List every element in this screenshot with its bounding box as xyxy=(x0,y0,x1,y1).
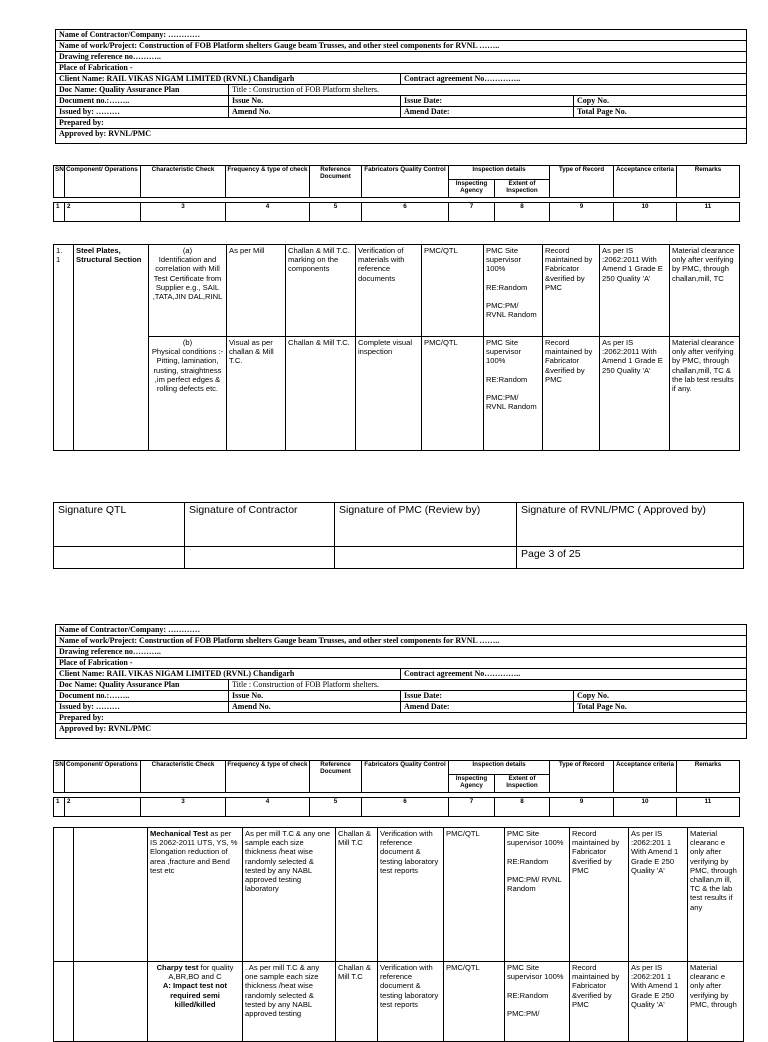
doc-name: Doc Name: Quality Assurance Plan xyxy=(56,680,229,691)
col-number: 10 xyxy=(614,798,677,817)
issued-by: Issued by: ……… xyxy=(56,107,229,118)
freq-cell: Visual as per challan & Mill T.C. xyxy=(227,337,286,451)
contract-agreement: Contract agreement No………….. xyxy=(401,74,747,85)
signature-pmc: Signature of PMC (Review by) xyxy=(335,503,517,547)
col-agency: Inspecting Agency xyxy=(449,775,495,793)
col-frequency: Frequency & type of check xyxy=(226,166,310,198)
total-page: Total Page No. xyxy=(574,107,747,118)
col-record: Type of Record xyxy=(550,761,614,793)
col-fabricators: Fabricators Quality Control xyxy=(362,166,449,198)
approved-by: Approved by: RVNL/PMC xyxy=(56,129,747,144)
client-name: Client Name: RAIL VIKAS NIGAM LIMITED (RVNL) Chandigarh xyxy=(56,74,401,85)
copy-no: Copy No. xyxy=(574,691,747,702)
col-number: 1 xyxy=(54,203,65,222)
col-acceptance: Acceptance criteria xyxy=(614,166,677,198)
col-number: 5 xyxy=(310,203,362,222)
contractor-name: Name of Contractor/Company: ………… xyxy=(56,625,747,636)
contract-agreement: Contract agreement No………….. xyxy=(401,669,747,680)
signature-contractor: Signature of Contractor xyxy=(185,503,335,547)
issue-date: Issue Date: xyxy=(401,96,574,107)
total-page: Total Page No. xyxy=(574,702,747,713)
ref-cell: Challan & Mill T.C xyxy=(336,828,378,962)
col-number: 6 xyxy=(362,798,449,817)
column-header-table-1 xyxy=(53,165,740,198)
record-cell: Record maintained by Fabricator &verified by PMC xyxy=(570,828,629,962)
column-number-row-2 xyxy=(53,797,740,817)
col-fabricators: Fabricators Quality Control xyxy=(362,761,449,793)
fab-cell: Complete visual inspection xyxy=(356,337,422,451)
col-number: 11 xyxy=(677,203,740,222)
col-extent: Extent of Inspection xyxy=(495,180,550,198)
ref-cell: Challan & Mill T.C xyxy=(336,962,378,1042)
remarks-cell: Material clearance only after verifying by PMC, through challan,mill, TC xyxy=(670,245,740,337)
col-number: 8 xyxy=(495,798,550,817)
amend-date: Amend Date: xyxy=(401,107,574,118)
signature-blank xyxy=(185,547,335,569)
copy-no: Copy No. xyxy=(574,96,747,107)
record-cell: Record maintained by Fabricator &verified by PMC xyxy=(543,337,600,451)
col-number: 9 xyxy=(550,798,614,817)
sn-cell xyxy=(54,828,74,962)
agency-cell: PMC/QTL xyxy=(444,828,505,962)
acceptance-cell: As per IS :2062:2011 With Amend 1 Grade E 250 Quality 'A' xyxy=(600,245,670,337)
freq-cell: . As per mill T.C & any one sample each size thickness /heat wise randomly selected & tested by any NABL approved testing xyxy=(243,962,336,1042)
document-no: Document no.:…….. xyxy=(56,691,229,702)
col-number: 11 xyxy=(677,798,740,817)
doc-title: Title : Construction of FOB Platform shelters. xyxy=(229,85,747,96)
agency-cell: PMC/QTL xyxy=(444,962,505,1042)
fab-cell: Verification with reference document & testing laboratory test reports xyxy=(378,828,444,962)
table-row xyxy=(54,828,744,962)
ref-cell: Challan & Mill T.C. marking on the components xyxy=(286,245,356,337)
header-table-1 xyxy=(55,29,747,144)
acceptance-cell: As per IS :2062:201 1 With Amend 1 Grade E 250 Quality 'A' xyxy=(629,962,688,1042)
col-extent: Extent of Inspection xyxy=(495,775,550,793)
remarks-cell: Material clearanc e only after verifying by PMC, through challan,m ill, TC & the lab test results if any xyxy=(688,828,744,962)
col-number: 2 xyxy=(65,203,141,222)
col-remarks: Remarks xyxy=(677,761,740,793)
record-cell: Record maintained by Fabricator &verified by PMC xyxy=(543,245,600,337)
acceptance-cell: As per IS :2062:201 1 With Amend 1 Grade E 250 Quality 'A' xyxy=(629,828,688,962)
qap-body-table-1 xyxy=(53,244,740,451)
place-of-fabrication: Place of Fabrication - xyxy=(56,63,747,74)
signature-rvnl: Signature of RVNL/PMC ( Approved by) xyxy=(517,503,744,547)
component-cell xyxy=(74,828,148,962)
col-number: 3 xyxy=(141,203,226,222)
check-cell: (a) Identification and correlation with Mill Test Certificate from Supplier e.g., SAIL ,TATA,JIN DAL,RINL xyxy=(149,245,227,337)
component-cell xyxy=(74,962,148,1042)
col-reference: Reference Document xyxy=(310,166,362,198)
document-no: Document no.:…….. xyxy=(56,96,229,107)
table-row xyxy=(54,962,744,1042)
prepared-by: Prepared by: xyxy=(56,118,747,129)
col-number: 4 xyxy=(226,203,310,222)
amend-no: Amend No. xyxy=(229,107,401,118)
col-number: 10 xyxy=(614,203,677,222)
issue-date: Issue Date: xyxy=(401,691,574,702)
col-inspection-details: Inspection details xyxy=(449,761,550,775)
amend-no: Amend No. xyxy=(229,702,401,713)
component-cell: Steel Plates, Structural Section xyxy=(74,245,149,451)
drawing-reference: Drawing reference no……….. xyxy=(56,647,747,658)
column-number-row-1 xyxy=(53,202,740,222)
column-header-table-2 xyxy=(53,760,740,793)
sn-cell: 1. 1 xyxy=(54,245,74,451)
doc-title: Title : Construction of FOB Platform shelters. xyxy=(229,680,747,691)
contractor-name: Name of Contractor/Company: ………… xyxy=(56,30,747,41)
prepared-by: Prepared by: xyxy=(56,713,747,724)
col-remarks: Remarks xyxy=(677,166,740,198)
col-number: 6 xyxy=(362,203,449,222)
issue-no: Issue No. xyxy=(229,691,401,702)
table-row xyxy=(54,337,740,451)
signature-blank xyxy=(54,547,185,569)
work-name: Name of work/Project: Construction of FOB Platform shelters Gauge beam Trusses, and other steel components for RVNL …….. xyxy=(56,636,747,647)
col-component: Component/ Operations xyxy=(65,761,141,793)
check-cell: (b) Physical conditions :- Pitting, lamination, rusting, straightness ,im perfect edges & rolling defects etc. xyxy=(149,337,227,451)
col-acceptance: Acceptance criteria xyxy=(614,761,677,793)
col-frequency: Frequency & type of check xyxy=(226,761,310,793)
col-number: 3 xyxy=(141,798,226,817)
col-agency: Inspecting Agency xyxy=(449,180,495,198)
freq-cell: As per Mill xyxy=(227,245,286,337)
freq-cell: As per mill T.C & any one sample each size thickness /heat wise randomly selected & tested by any NABL approved testing laboratory xyxy=(243,828,336,962)
approved-by: Approved by: RVNL/PMC xyxy=(56,724,747,739)
col-number: 1 xyxy=(54,798,65,817)
drawing-reference: Drawing reference no……….. xyxy=(56,52,747,63)
issue-no: Issue No. xyxy=(229,96,401,107)
col-characteristic: Characteristic Check xyxy=(141,166,226,198)
qap-body-table-2 xyxy=(53,827,744,1042)
amend-date: Amend Date: xyxy=(401,702,574,713)
work-name: Name of work/Project: Construction of FOB Platform shelters Gauge beam Trusses, and other steel components for RVNL …….. xyxy=(56,41,747,52)
col-number: 7 xyxy=(449,203,495,222)
sn-cell xyxy=(54,962,74,1042)
extent-cell: PMC Site supervisor 100% RE:Random PMC:PM/ RVNL Random xyxy=(484,245,543,337)
col-component: Component/ Operations xyxy=(65,166,141,198)
col-number: 9 xyxy=(550,203,614,222)
col-inspection-details: Inspection details xyxy=(449,166,550,180)
extent-cell: PMC Site supervisor 100% RE:Random PMC:PM/ xyxy=(505,962,570,1042)
check-cell: Charpy test for quality A,BR,BO and C A: Impact test not required semi killed/killed xyxy=(148,962,243,1042)
col-record: Type of Record xyxy=(550,166,614,198)
col-number: 8 xyxy=(495,203,550,222)
header-table-2 xyxy=(55,624,747,739)
extent-cell: PMC Site supervisor 100% RE:Random PMC:PM/ RVNL Random xyxy=(505,828,570,962)
col-number: 2 xyxy=(65,798,141,817)
col-reference: Reference Document xyxy=(310,761,362,793)
col-characteristic: Characteristic Check xyxy=(141,761,226,793)
check-cell: Mechanical Test as per IS 2062-2011 UTS, YS, % Elongation reduction of area ,fracture and Bend test etc xyxy=(148,828,243,962)
fab-cell: Verification of materials with reference documents xyxy=(356,245,422,337)
signature-table xyxy=(53,502,744,569)
page-number: Page 3 of 25 xyxy=(517,547,744,569)
acceptance-cell: As per IS :2062:2011 With Amend 1 Grade E 250 Quality 'A' xyxy=(600,337,670,451)
issued-by: Issued by: ……… xyxy=(56,702,229,713)
col-sn: SN xyxy=(54,761,65,793)
col-number: 5 xyxy=(310,798,362,817)
extent-cell: PMC Site supervisor 100% RE:Random PMC:PM/ RVNL Random xyxy=(484,337,543,451)
signature-blank xyxy=(335,547,517,569)
remarks-cell: Material clearance only after verifying by PMC, through challan,mill, TC & the lab test results if any. xyxy=(670,337,740,451)
col-number: 7 xyxy=(449,798,495,817)
fab-cell: Verification with reference document & testing laboratory test reports xyxy=(378,962,444,1042)
remarks-cell: Material clearanc e only after verifying by PMC, through xyxy=(688,962,744,1042)
col-number: 4 xyxy=(226,798,310,817)
table-row xyxy=(54,245,740,337)
signature-qtl: Signature QTL xyxy=(54,503,185,547)
agency-cell: PMC/QTL xyxy=(422,245,484,337)
doc-name: Doc Name: Quality Assurance Plan xyxy=(56,85,229,96)
agency-cell: PMC/QTL xyxy=(422,337,484,451)
record-cell: Record maintained by Fabricator &verified by PMC xyxy=(570,962,629,1042)
col-sn: SN xyxy=(54,166,65,198)
client-name: Client Name: RAIL VIKAS NIGAM LIMITED (RVNL) Chandigarh xyxy=(56,669,401,680)
place-of-fabrication: Place of Fabrication - xyxy=(56,658,747,669)
ref-cell: Challan & Mill T.C. xyxy=(286,337,356,451)
